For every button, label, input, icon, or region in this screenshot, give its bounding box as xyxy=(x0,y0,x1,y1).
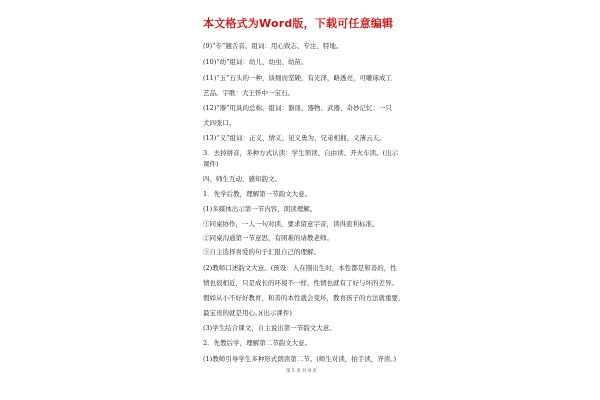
text-line: (2)教师口述韵文大意。(预设：人在刚出生时，本性都是和善的，性 xyxy=(203,264,397,272)
text-line: 假如从小不好好教育，和善的本性就会变坏，教育孩子的方法就重要， xyxy=(203,294,405,302)
text-line: (9)“专”翘舌音。组词：用心致志、专注、特地。 xyxy=(203,42,343,50)
text-line: 四、师生互动，感知韵文。 xyxy=(203,175,281,183)
page-footer: 第 5 页 共 9 页 xyxy=(286,369,317,374)
text-line: 艺品。字歌：大王怀中一宝石。 xyxy=(203,89,294,97)
text-line: 犬四张口。 xyxy=(203,119,236,127)
text-line: 课件) xyxy=(203,160,219,168)
text-line: 1．先学后教，理解第一节韵文大意。 xyxy=(203,190,312,198)
text-line: (11)“玉”石头的一种，质细而坚硬，有光泽，略透亮，可雕琢成工 xyxy=(203,74,392,82)
text-line: ②同桌沟通第一节意思，有困难的请教老师。 xyxy=(203,234,333,242)
text-line: (1)多媒体出示第一节内容，朗读理解。 xyxy=(203,205,317,213)
text-line: (1)教师引导学生多种形式朗读第二节。(师生对读，拍手读，齐读。) xyxy=(203,355,397,363)
text-line: 情也很相近，只是成长的环境不一样，性情也就有了好与坏的差异。 xyxy=(203,279,398,287)
text-line: (13)“义”组词：正义、情义、见义勇为、兄弟相拥、义薄云天。 xyxy=(203,134,386,142)
text-line: (10)“幼”组词：幼儿、幼虫、幼苗。 xyxy=(203,58,308,66)
text-line: 最宝贵的就是用心。)(出示课件) xyxy=(203,309,292,317)
text-line: ③自主选择喜爱的句子汇报自己的理解。 xyxy=(203,248,320,256)
text-line: (3)学生结合课文，自主说出第一节韵文大意。 xyxy=(203,324,336,332)
text-line: 2．先教后学，理解第二节韵文大意。 xyxy=(203,339,312,347)
text-line: 3．去掉拼音，多种方式认读：学生领读、自由读、开火车读。(出示 xyxy=(203,149,399,157)
document-header: 本文格式为Word版，下载可任意编辑 xyxy=(203,17,394,30)
text-line: ①同桌协作，一人一句对读，要求留意字音，读得流利标准。 xyxy=(203,220,379,228)
text-line: (12)“器”用具的总称。组词：器皿、器物、武器、奇妙记忆：一只 xyxy=(203,104,392,112)
